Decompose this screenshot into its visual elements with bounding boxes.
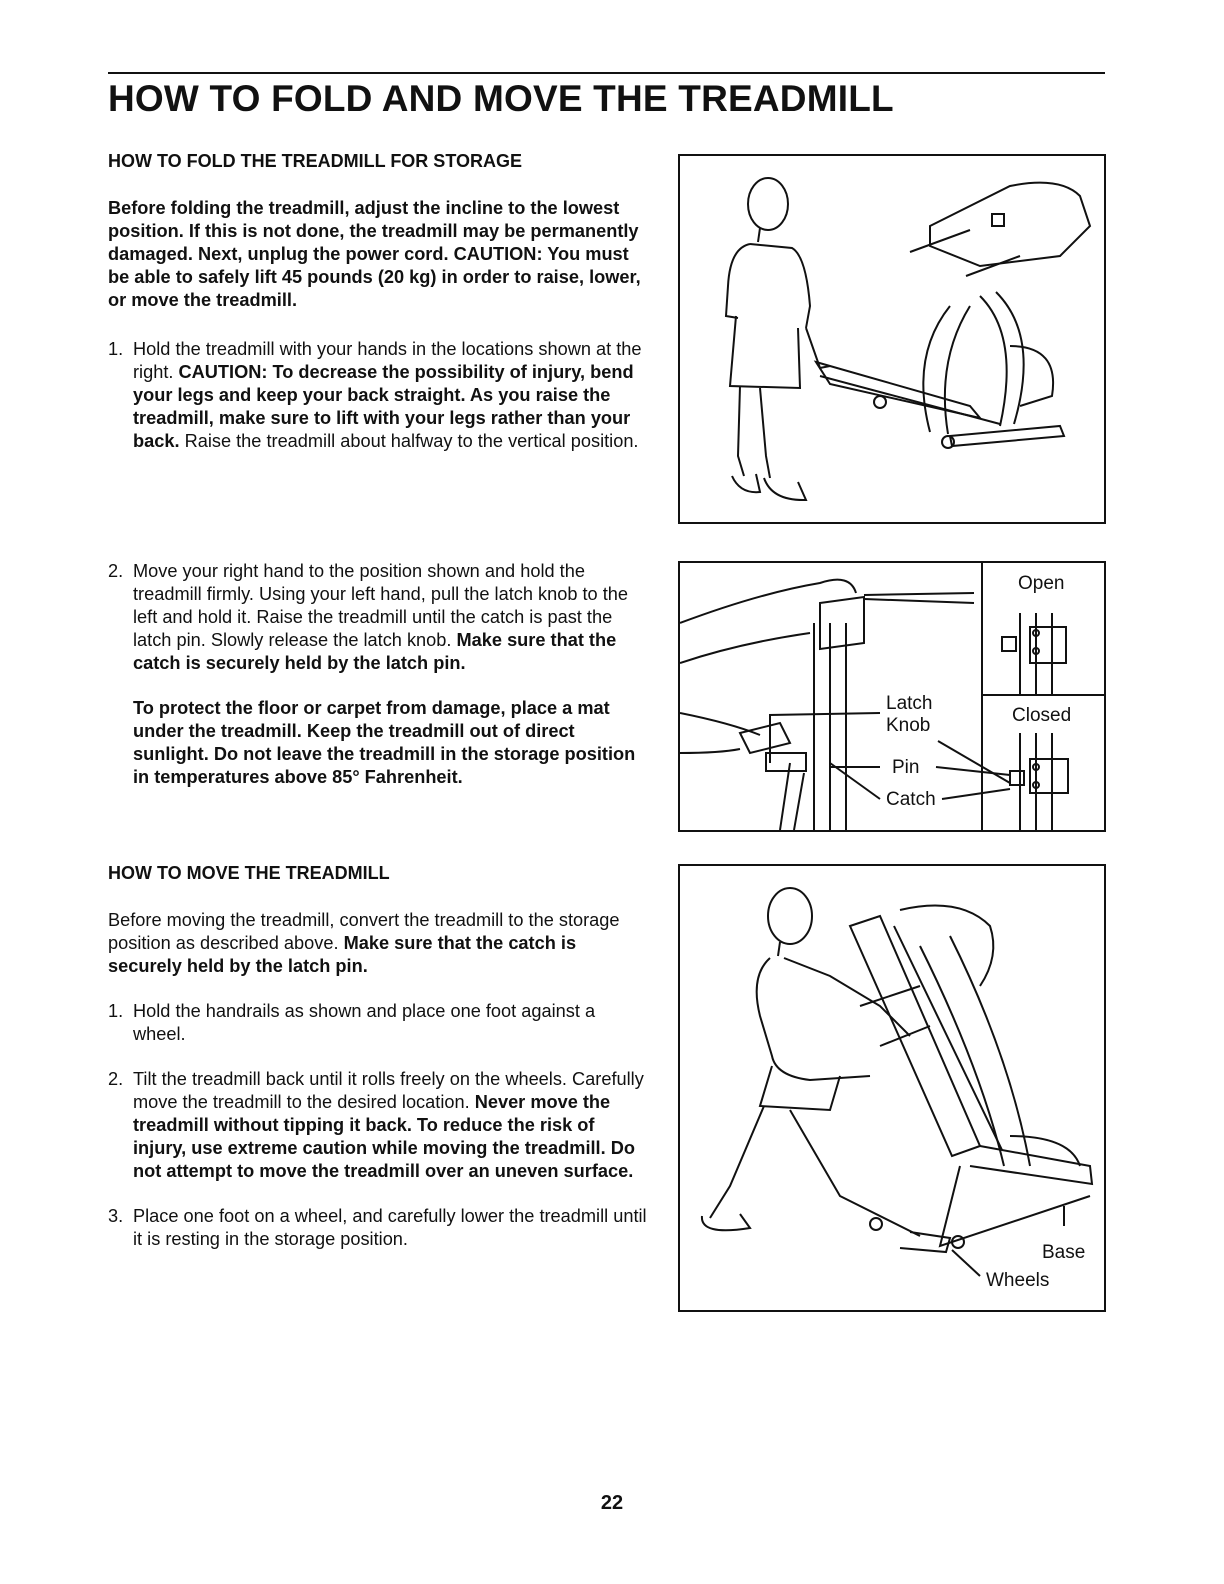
move-illustration bbox=[680, 866, 1104, 1310]
step-number: 1. bbox=[108, 339, 124, 359]
move-step-3 bbox=[108, 1205, 648, 1251]
label-closed: Closed bbox=[1012, 705, 1072, 726]
page-number: 22 bbox=[600, 1492, 624, 1514]
title-rule bbox=[108, 72, 1105, 74]
fold-intro: Before folding the treadmill, adjust the incline to the lowest position. If this is not done, the treadmill may be permanently damaged. Next, unplug the power cord. CAUTION: You must be able to safely lift 45 pounds (20 kg) in order to raise, lower, or move the treadmill. bbox=[108, 198, 641, 310]
step-number: 1. bbox=[108, 1001, 124, 1021]
step-text: Hold the treadmill with your hands in the locations shown at the right. bbox=[133, 339, 642, 382]
step-text: Hold the handrails as shown and place one foot against a wheel. bbox=[133, 1001, 596, 1044]
step-number: 2. bbox=[108, 561, 124, 581]
label-knob: Knob bbox=[886, 715, 931, 736]
label-open: Open bbox=[1018, 573, 1065, 594]
fold-protect-note bbox=[108, 697, 648, 789]
step-number: 2. bbox=[108, 1069, 124, 1089]
label-wheels: Wheels bbox=[986, 1270, 1050, 1291]
figure-latch-detail bbox=[678, 561, 1106, 832]
fold-step-2 bbox=[108, 560, 648, 675]
fold-heading: HOW TO FOLD THE TREADMILL FOR STORAGE bbox=[108, 151, 522, 171]
step-warning: Make sure that the catch is securely held by the latch pin. bbox=[133, 630, 617, 673]
page-title: HOW TO FOLD AND MOVE THE TREADMILL bbox=[108, 78, 894, 119]
move-intro bbox=[108, 909, 648, 978]
step-text: Move your right hand to the position shown and hold the treadmill firmly. Using your left hand, pull the latch knob to the left and hold it. Raise the treadmill until the catch is past the latch pin. Slowly release the latch knob. bbox=[133, 561, 629, 650]
step-warning: Never move the treadmill without tipping it back. To reduce the risk of injury, use extreme caution while moving the treadmill. Do not attempt to move the treadmill over an uneven surface. bbox=[133, 1092, 635, 1181]
step-number: 3. bbox=[108, 1206, 124, 1226]
label-pin: Pin bbox=[892, 757, 920, 778]
label-latch: Latch bbox=[886, 693, 933, 714]
step-text: Tilt the treadmill back until it rolls freely on the wheels. Carefully move the treadmill to the desired location. bbox=[133, 1069, 644, 1112]
fold-section bbox=[108, 150, 648, 453]
fold-step-1 bbox=[108, 338, 648, 453]
step-text: Place one foot on a wheel, and carefully lower the treadmill until it is resting in the storage position. bbox=[133, 1206, 647, 1249]
move-section bbox=[108, 862, 648, 1251]
move-intro-text: Before moving the treadmill, convert the treadmill to the storage position as described above. bbox=[108, 910, 620, 953]
step-text-end: Raise the treadmill about halfway to the vertical position. bbox=[179, 431, 639, 451]
move-intro-warning: Make sure that the catch is securely held by the latch pin. bbox=[108, 933, 577, 976]
label-base: Base bbox=[1042, 1242, 1086, 1263]
protect-text: To protect the floor or carpet from damage, place a mat under the treadmill. Keep the treadmill out of direct sunlight. Do not leave the treadmill in the storage position in temperatures above 85° Fahrenheit. bbox=[133, 698, 636, 787]
move-step-1 bbox=[108, 1000, 648, 1046]
step-caution: CAUTION: To decrease the possibility of injury, bend your legs and keep your back straight. As you raise the treadmill, make sure to lift with your legs rather than your back. bbox=[133, 362, 634, 451]
figure-move-treadmill bbox=[678, 864, 1106, 1312]
label-catch: Catch bbox=[886, 789, 936, 810]
lift-illustration bbox=[680, 156, 1104, 522]
move-heading: HOW TO MOVE THE TREADMILL bbox=[108, 863, 390, 883]
figure-lift-treadmill bbox=[678, 154, 1106, 524]
fold-section-2 bbox=[108, 560, 648, 789]
move-step-2 bbox=[108, 1068, 648, 1183]
